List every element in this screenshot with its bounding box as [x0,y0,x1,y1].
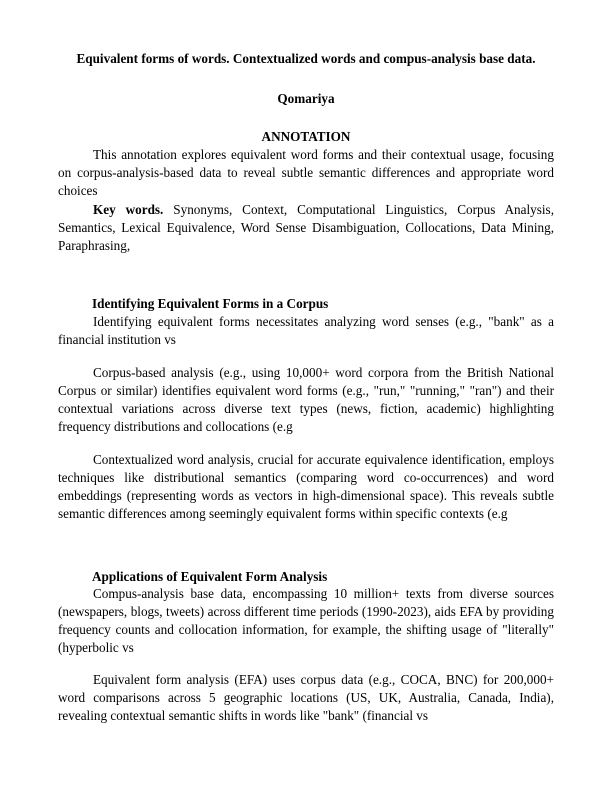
paper-title: Equivalent forms of words. Contextualized words and compus-analysis base data. [76,51,536,66]
body-paragraph: Contextualized word analysis, crucial for accurate equivalence identification, employs techniques like distributional semantics (comparing word co-occurrences) and word embeddings (representing words as vectors in high-dimensional space). This reveals subtle semantic differences among seemingly equivalent forms within specific contexts (e.g [58,452,554,521]
section-heading-identifying: Identifying Equivalent Forms in a Corpus [92,296,329,311]
keywords-label: Key words. [93,202,164,217]
body-paragraph: Corpus-based analysis (e.g., using 10,000+ word corpora from the British National Corpus or similar) identifies equivalent word forms (e.g., "run," "running," "ran") and their contextual variations across diverse text types (news, fiction, academic) highlighting frequency distributions and collocations (e.g [58,365,554,434]
body-paragraph: Equivalent form analysis (EFA) uses corpus data (e.g., COCA, BNC) for 200,000+ word comparisons across 5 geographic locations (US, UK, Australia, Canada, India), revealing contextual semantic shifts in words like "bank" (financial vs [58,672,554,723]
keywords-list: Synonyms, Context, Computational Linguistics, Corpus Analysis, Semantics, Lexical Equivalence, Word Sense Disambiguation, Collocations, Data Mining, Paraphrasing, [58,202,554,253]
author-name: Qomariya [277,91,335,106]
body-paragraph: Identifying equivalent forms necessitates analyzing word senses (e.g., "bank" as a financial institution vs [58,314,554,347]
keywords-paragraph [58,201,554,255]
annotation-paragraph: This annotation explores equivalent word forms and their contextual usage, focusing on corpus-analysis-based data to reveal subtle semantic differences and appropriate word choices [58,147,554,198]
section-heading-applications: Applications of Equivalent Form Analysis [92,569,328,584]
body-paragraph: Compus-analysis base data, encompassing 10 million+ texts from diverse sources (newspapers, blogs, tweets) across different time periods (1990-2023), aids EFA by providing frequency counts and collocation information, for example, the shifting usage of "literally" (hyperbolic vs [58,586,554,655]
annotation-heading: ANNOTATION [261,129,351,144]
